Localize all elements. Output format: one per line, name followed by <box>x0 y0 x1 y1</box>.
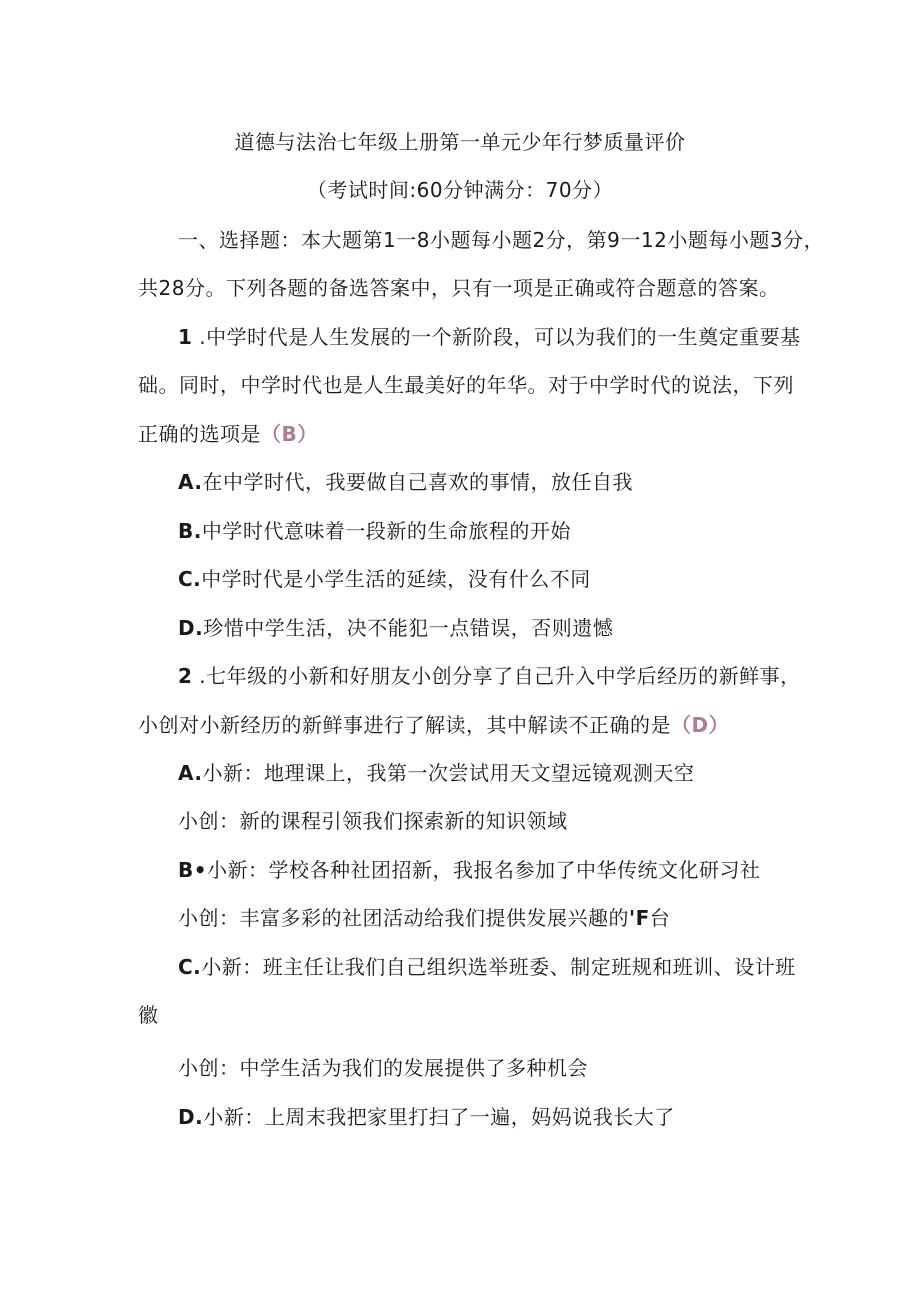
option-letter: B. <box>178 519 202 543</box>
option-letter: D. <box>178 1105 204 1129</box>
option-text: 小新：地理课上，我第一次尝试用天文望远镜观测天空 <box>202 761 695 785</box>
reply-glyph: 'F <box>629 906 650 930</box>
option-letter: D. <box>178 616 204 640</box>
question-1-option-c <box>178 565 591 593</box>
question-1-line-2: 础。同时，中学时代也是人生最美好的年华。对于中学时代的说法，下列 <box>138 373 794 397</box>
document-title: 道德与法治七年级上册第一单元少年行梦质量评价 <box>234 130 686 154</box>
section-heading-line-2: 共28分。下列各题的备选答案中，只有一项是正确或符合题意的答案。 <box>138 276 780 300</box>
question-1-text-1: .中学时代是人生发展的一个新阶段，可以为我们的一生奠定重要基 <box>192 325 801 349</box>
option-text: 珍惜中学生活，决不能犯一点错误，否则遗憾 <box>203 616 614 640</box>
option-letter: A. <box>178 470 203 494</box>
option-letter: B• <box>178 858 208 882</box>
question-2-option-b <box>178 856 761 884</box>
question-1-number: 1 <box>178 325 193 349</box>
question-2-answer: （D） <box>671 713 730 737</box>
question-2-option-a <box>178 759 694 787</box>
question-2-option-d <box>178 1103 675 1131</box>
question-2-option-c-continued: 徽 <box>138 1003 159 1027</box>
question-2-text-1: .七年级的小新和好朋友小创分享了自己升入中学后经历的新鲜事， <box>192 664 801 688</box>
option-text: 在中学时代，我要做自己喜欢的事情，放任自我 <box>202 470 633 494</box>
option-text: 中学时代是小学生活的延续，没有什么不同 <box>201 567 591 591</box>
reply-text-end: 台 <box>649 906 671 930</box>
question-1-line-1 <box>178 323 801 351</box>
question-1-option-b <box>178 517 571 545</box>
question-1-option-d <box>178 614 613 642</box>
option-letter: A. <box>178 761 203 785</box>
option-text: 小新：班主任让我们自己组织选举班委、制定班规和班训、设计班 <box>201 955 796 979</box>
reply-text: 小创：丰富多彩的社团活动给我们提供发展兴趣的 <box>178 906 629 930</box>
exam-info: （考试时间:60分钟满分：70分） <box>306 178 614 202</box>
question-1-option-a <box>178 468 633 496</box>
section-heading-line-1: 一、选择题：本大题第1一8小题每小题2分，第9一12小题每小题3分， <box>178 228 825 252</box>
option-letter: C. <box>178 567 202 591</box>
option-text: 小新：上周末我把家里打扫了一遍，妈妈说我长大了 <box>203 1105 675 1129</box>
question-2-text-2: 小创对小新经历的新鲜事进行了解读，其中解读不正确的是 <box>138 713 671 737</box>
question-2-number: 2 <box>178 664 193 688</box>
option-text: 小新：学校各种社团招新，我报名参加了中华传统文化研习社 <box>207 858 761 882</box>
option-letter: C. <box>178 955 202 979</box>
question-2-line-2 <box>138 711 729 739</box>
question-2-option-c <box>178 953 796 981</box>
option-text: 中学时代意味着一段新的生命旅程的开始 <box>201 519 571 543</box>
question-2-option-a-reply: 小创：新的课程引领我们探索新的知识领域 <box>178 809 568 833</box>
question-2-option-b-reply <box>178 904 670 932</box>
question-2-line-1 <box>178 662 801 690</box>
question-1-answer: （B） <box>261 422 318 446</box>
question-2-option-c-reply: 小创：中学生活为我们的发展提供了多种机会 <box>178 1056 588 1080</box>
question-1-line-3 <box>138 420 318 448</box>
question-1-text-3: 正确的选项是 <box>138 422 261 446</box>
